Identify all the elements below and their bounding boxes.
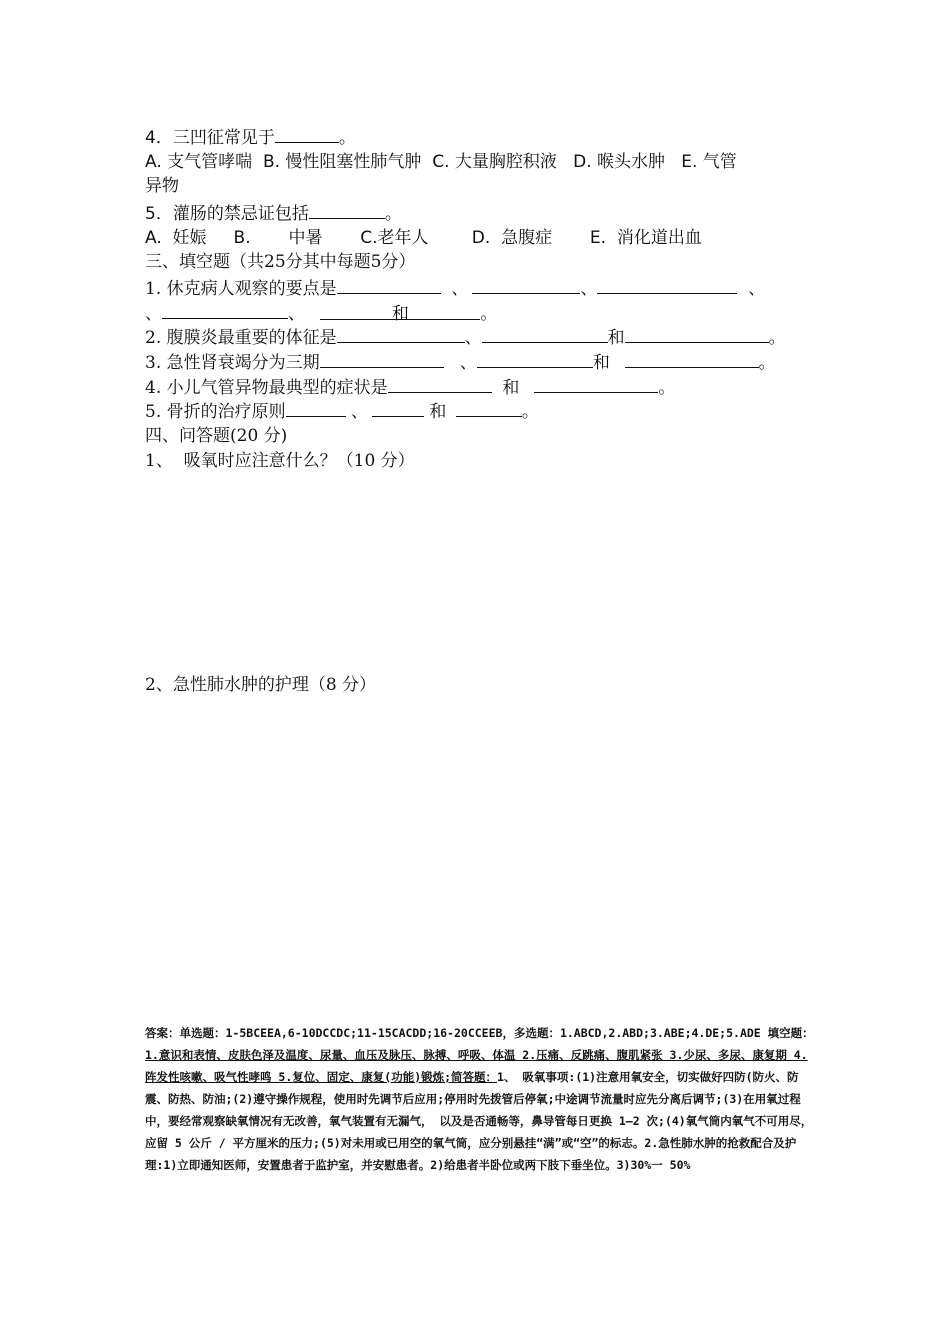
fill-question-1 bbox=[145, 277, 765, 300]
answer-key-label: 答案： bbox=[145, 1026, 180, 1040]
fill-question-4 bbox=[145, 376, 675, 399]
punctuation: 、 bbox=[345, 402, 369, 422]
mc-question-5-stem: 5．灌肠的禁忌证包括 bbox=[145, 204, 309, 224]
punctuation: 。 bbox=[480, 304, 498, 324]
answer-blank[interactable] bbox=[477, 351, 593, 368]
punctuation: 、 bbox=[443, 353, 477, 373]
mc-question-4 bbox=[145, 126, 356, 149]
mc-question-4-options-cont: 异物 bbox=[145, 176, 179, 196]
answer-blank[interactable] bbox=[337, 277, 441, 294]
answer-blank[interactable] bbox=[625, 351, 759, 368]
qa-question-1: 1、 吸氧时应注意什么？（10 分） bbox=[145, 451, 415, 471]
qa-question-2: 2、急性肺水肿的护理（8 分） bbox=[145, 675, 377, 695]
and-label: 和 bbox=[424, 402, 452, 422]
punctuation: 、 bbox=[737, 279, 766, 299]
punctuation: 、 bbox=[580, 279, 598, 299]
mc-question-4-options: A. 支气管哮喘 B. 慢性阻塞性肺气肿 C. 大量胸腔积液 D. 喉头水肿 E. 气管 bbox=[145, 152, 737, 172]
fill-question-5 bbox=[145, 400, 539, 423]
punctuation: 。 bbox=[658, 378, 676, 398]
and-label: 和 bbox=[592, 353, 621, 373]
answer-key-choice: 单选题：1-5BCEEA,6-10DCCDC;11-15CACDD;16-20CCEEB，多选题：1.ABCD,2.ABD;3.ABE;4.DE;5.ADE bbox=[179, 1026, 761, 1040]
punctuation: 。 bbox=[768, 328, 786, 348]
mc-question-5 bbox=[145, 202, 402, 225]
fill-question-3 bbox=[145, 351, 776, 374]
punctuation: 、 bbox=[145, 304, 162, 324]
answer-blank[interactable] bbox=[472, 277, 580, 294]
punctuation: 。 bbox=[384, 204, 402, 224]
answer-blank[interactable] bbox=[286, 400, 346, 417]
answer-blank-with-and[interactable] bbox=[320, 303, 480, 324]
and-label: 和 bbox=[391, 304, 409, 324]
answer-blank[interactable] bbox=[388, 376, 492, 393]
fill-question-5-text: 5. 骨折的治疗原则 bbox=[145, 402, 286, 422]
answer-key bbox=[145, 1022, 815, 1176]
answer-blank[interactable] bbox=[456, 400, 522, 417]
fill-question-1-text: 1. 休克病人观察的要点是 bbox=[145, 279, 337, 299]
mc-question-4-stem: 4．三凹征常见于 bbox=[145, 128, 275, 148]
punctuation: 、 bbox=[288, 304, 311, 324]
answer-blank[interactable] bbox=[162, 302, 288, 319]
punctuation: 、 bbox=[464, 328, 482, 348]
fill-question-4-text: 4. 小儿气管异物最典型的症状是 bbox=[145, 378, 388, 398]
fill-question-2-text: 2. 腹膜炎最重要的体征是 bbox=[145, 328, 337, 348]
punctuation: 。 bbox=[338, 128, 356, 148]
punctuation: 。 bbox=[758, 353, 776, 373]
qa-section-heading: 四、问答题(20 分) bbox=[145, 426, 288, 446]
answer-blank[interactable] bbox=[534, 376, 658, 393]
answer-blank[interactable] bbox=[482, 326, 608, 343]
answer-blank[interactable] bbox=[625, 326, 769, 343]
answer-key-fill: 1.意识和表情、皮肤色泽及温度、尿量、血压及脉压、脉搏、呼吸、体温 2.压痛、反跳痛、腹肌紧张 3.少尿、多尿、康复期 4.阵发性咳嗽、吸气性哮鸣 5.复位、固定、康复(功能)锻炼;简答题： bbox=[145, 1048, 808, 1084]
answer-blank[interactable] bbox=[597, 277, 737, 294]
mc-question-5-options: A. 妊娠 B. 中暑 C.老年人 D. 急腹症 E. 消化道出血 bbox=[145, 228, 702, 248]
answer-blank[interactable] bbox=[320, 351, 444, 368]
fill-question-3-text: 3. 急性肾衰竭分为三期 bbox=[145, 353, 320, 373]
punctuation: 、 bbox=[440, 279, 469, 299]
answer-blank[interactable] bbox=[372, 400, 424, 417]
answer-key-qa: 1、 吸氧事项:(1)注意用氧安全，切实做好四防(防火、防震、防热、防油;(2)遵守操作规程，使用时先调节后应用;停用时先拨管后停氧;中途调节流量时应先分离后调节;(3)在用氧过程中，要经常观察缺氧情况有无改善，氧气装置有无漏气， 以及是否通畅等，鼻导管每日更换 1—2 次;(4)氧气筒内氧气不可用尽，应留 5 公斤 / 平方厘米的压力;(5)对未用或已用空的氧气筒，应分别悬挂“满”或“空”的标志。2.急性肺水肿的抢救配合及护理:1)立即通知医师，安置患者于监护室，并安慰患者。2)给患者半卧位或两下肢下垂坐位。3)30%一 50% bbox=[145, 1070, 813, 1172]
and-label: 和 bbox=[491, 378, 531, 398]
fill-question-1-cont bbox=[145, 302, 497, 325]
fill-question-2 bbox=[145, 326, 786, 349]
punctuation: 。 bbox=[521, 402, 539, 422]
answer-blank[interactable] bbox=[337, 326, 465, 343]
and-label: 和 bbox=[607, 328, 625, 348]
fill-section-heading: 三、填空题（共25分其中每题5分） bbox=[145, 252, 416, 272]
answer-blank[interactable] bbox=[309, 202, 385, 219]
answer-key-fill-label: 填空题： bbox=[767, 1026, 814, 1040]
answer-blank[interactable] bbox=[275, 126, 339, 143]
